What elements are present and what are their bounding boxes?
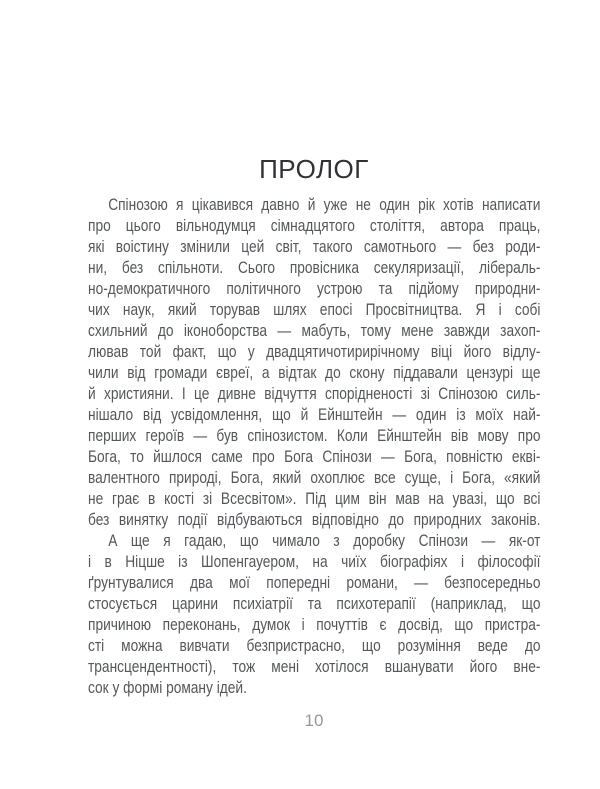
page-number: 10 bbox=[304, 711, 324, 730]
text-line: ни, без спільноти. Сього провісника секуляризації, лібераль- bbox=[88, 258, 541, 277]
body-text bbox=[88, 194, 540, 698]
text-line: но-демократичного політичного устрою та підйому природни- bbox=[88, 279, 541, 298]
text-line: причиною переконань, думок і почуттів є досвід, що пристра- bbox=[88, 615, 541, 634]
text-line: Бога, то йшлося саме про Бога Спінози — Бога, повністю екві- bbox=[88, 447, 541, 466]
text-line: перших героїв — був спінозистом. Коли Ейнштейн вів мову про bbox=[88, 426, 541, 445]
text-line: без винятку події відбуваються відповідно до природних законів. bbox=[88, 510, 541, 529]
text-line: Спінозою я цікавився давно й уже не один рік хотів написати bbox=[108, 195, 541, 214]
paragraph-1 bbox=[88, 194, 540, 530]
text-line: чили від громади євреї, а відтак до скону піддавали цензурі ще bbox=[88, 363, 541, 382]
text-line: валентного природі, Бога, який охоплює все суще, і Бога, «який bbox=[88, 468, 541, 487]
text-line: про цього вільнодумця сімнадцятого століття, автора праць, bbox=[88, 216, 541, 235]
text-line: чих наук, який торував шлях епосі Просвітництва. Я і собі bbox=[88, 300, 541, 319]
text-line: стосується царини психіатрії та психотерапії (наприклад, що bbox=[88, 594, 541, 613]
text-line: трансцендентності), тож мені хотілося вшанувати його вне- bbox=[88, 657, 541, 676]
text-line: нішало від усвідомлення, що й Ейнштейн — один із моїх най- bbox=[88, 405, 541, 424]
text-line: схильний до іконоборства — мабуть, тому мене завжди захоп- bbox=[88, 321, 541, 340]
text-line: лював той факт, що у двадцятичотирирічному віці його відлу- bbox=[88, 342, 541, 361]
text-line: які воістину змінили цей світ, такого самотнього — без роди- bbox=[88, 237, 541, 256]
text-line: А ще я гадаю, що чимало з доробку Спінози — як-от bbox=[108, 531, 541, 550]
text-line: сті можна вивчати безпристрасно, що розуміння веде до bbox=[88, 636, 541, 655]
chapter-title: ПРОЛОГ bbox=[259, 154, 369, 185]
text-line: ґрунтувалися два мої попередні романи, — безпосередньо bbox=[88, 573, 541, 592]
paragraph-2 bbox=[88, 530, 540, 698]
text-line: і в Ніцше із Шопенгауером, на чиїх біографіях і філософії bbox=[88, 552, 541, 571]
text-line: й християни. І це дивне відчуття спорідненості зі Спінозою силь- bbox=[88, 384, 541, 403]
text-line: сок у формі роману ідей. bbox=[88, 678, 247, 697]
text-line: не грає в кості зі Всесвітом». Під цим він мав на увазі, що всі bbox=[88, 489, 541, 508]
